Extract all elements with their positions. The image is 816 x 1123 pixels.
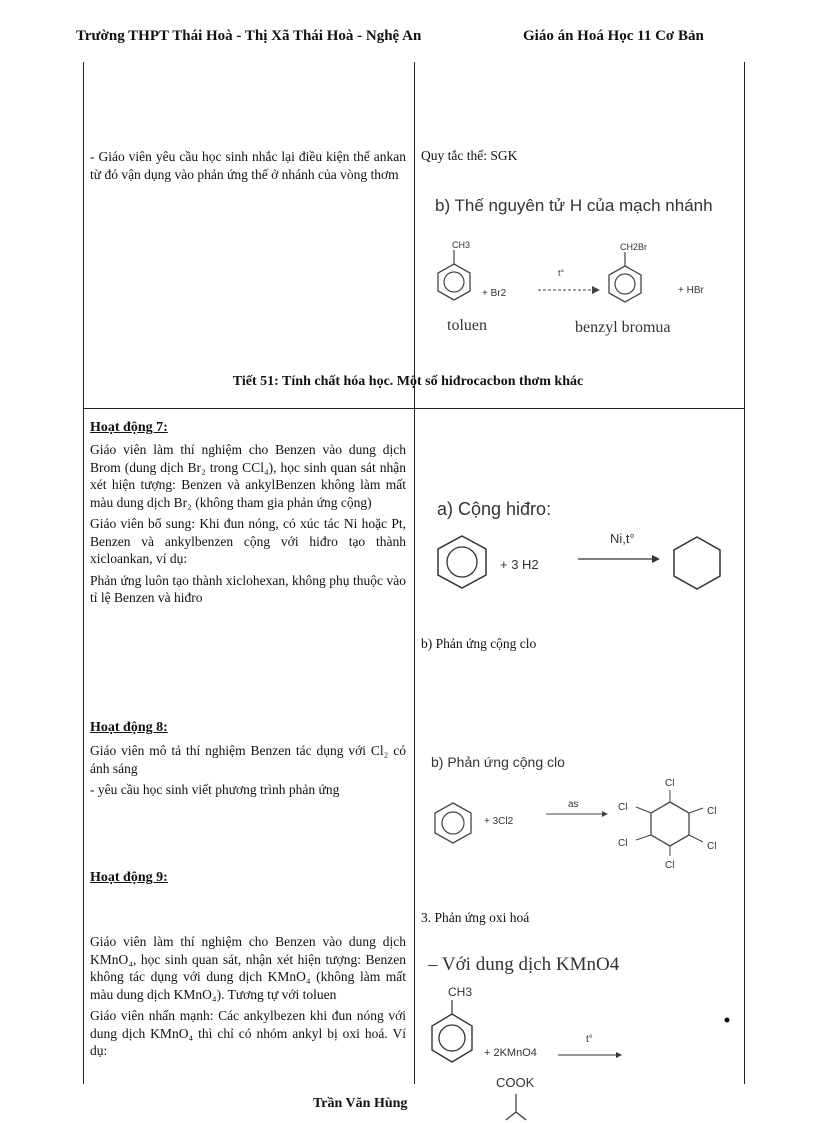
chlorination-diagram [420,774,740,874]
benzyl-bromua-label: benzyl bromua [575,319,671,336]
activity7-paragraph: Phản ứng luôn tạo thành xiclohexan, không phụ thuộc vào tỉ lệ Benzen và hiđro [90,572,406,605]
section1-left-text: - Giáo viên yêu cầu học sinh nhắc lại điều kiện thế ankan từ đó vận dụng vào phản ứng thế ở nhánh của vòng thơm [90,149,406,182]
reaction-arrow-head [652,555,660,563]
ni-condition: Ni,t° [610,531,635,546]
chlorination-note: b) Phản ứng cộng clo [421,636,537,651]
benzyl-bromide-ring [609,252,641,302]
heat-condition: t° [558,268,565,278]
table-row-separator [83,408,745,409]
header-subject: Giáo án Hoá Học 11 Cơ Bản [523,28,704,44]
br2-reagent: + Br2 [482,288,507,299]
reaction-arrow-head [616,1052,622,1058]
activity8-text [90,742,406,803]
cl2-reagent: + 3Cl2 [484,816,514,827]
table-border-right [744,62,745,1084]
ink-dot [725,1018,730,1023]
section1-rule: Quy tắc thế: SGK [421,148,518,163]
benzene-ring [438,536,486,588]
cl-substituent: Cl [618,802,628,813]
chlorination-title: b) Phản ứng cộng clo [431,754,565,770]
footer-author: Trần Văn Hùng [313,1096,408,1111]
toluene-benzene-ring [438,250,470,300]
cl-substituent: Cl [665,778,675,789]
cl-substituent: Cl [707,806,717,817]
activity8-paragraph: - yêu cầu học sinh viết phương trình phản ứng [90,782,340,797]
activity7-heading: Hoạt động 7: [90,420,168,435]
activity8-paragraph: Giáo viên mô tả thí nghiệm Benzen tác dụng với Cl₂ có ánh sáng [90,743,406,776]
benzene-ring [435,803,471,843]
hbr-byproduct: + HBr [678,285,704,296]
h2-reagent: + 3 H2 [500,557,539,572]
toluene-ch3: CH3 [452,240,471,250]
activity8-heading: Hoạt động 8: [90,720,168,735]
reaction-arrow-head [592,286,600,294]
kmno4-reagent: + 2KMnO4 [484,1047,537,1059]
kmno4-title: – Với dung dịch KMnO4 [428,954,620,975]
section1-reaction-title: b) Thế nguyên tử H của mạch nhánh [435,196,713,215]
activity7-text [90,441,406,611]
activity7-paragraph: Giáo viên làm thí nghiệm cho Benzen vào dung dịch Brom (dung dịch Br₂ trong CCl₄), học sinh quan sát nhận xét hiện tượng: Benzen và ankylBenzen không làm mất màu dung dịch Br₂ (không tham gia phản ứng cộng) [90,442,406,510]
lesson-title: Tiết 51: Tính chất hóa học. Một số hiđrocacbon thơm khác [232,374,584,389]
activity9-paragraph: Giáo viên làm thí nghiệm cho Benzen vào dung dịch KMnO₄, học sinh quan sát, nhận xét hiện tượng: Benzen không tác dụng với dung dịch KMnO₄ (không làm mất màu dung dịch KMnO₄). Tương tự với toluen [90,934,406,1002]
activity9-paragraph: Giáo viên nhấn mạnh: Các ankylbezen khi đun nóng với dung dịch KMnO₄ thì chỉ có nhóm ankyl bị oxi hoá. Ví dụ: [90,1008,406,1058]
toluene-oxidation-diagram [420,980,740,1120]
cl-substituent: Cl [618,838,628,849]
cl-substituent: Cl [707,841,717,852]
table-border-left [83,62,84,1084]
heat-condition: t° [586,1034,593,1045]
toluene-benzene-ring [432,1014,472,1062]
hydrogenation-diagram [420,524,740,604]
table-divider [414,62,415,1084]
hexachlorocyclohexane-ring [651,802,689,846]
oxidation-section-title: 3. Phản ứng oxi hoá [421,910,530,925]
activity7-paragraph: Giáo viên bổ sung: Khi đun nóng, có xúc tác Ni hoặc Pt, Benzen và ankylbenzen cộng với hiđro tạo thành xicloankan, ví dụ: [90,516,406,566]
light-condition: as [568,799,579,810]
activity9-text [90,933,406,1064]
reaction-arrow-head [602,811,608,817]
toluene-ch3: CH3 [448,985,473,999]
cl-substituent: Cl [665,860,675,871]
header-school: Trường THPT Thái Hoà - Thị Xã Thái Hoà - Nghệ An [76,28,422,44]
toluen-label: toluen [447,317,487,334]
hydrogenation-title: a) Cộng hiđro: [437,499,552,519]
cook-group: COOK [496,1075,535,1090]
cyclohexane-ring [674,537,720,589]
ch2br-group: CH2Br [620,242,648,252]
activity9-heading: Hoạt động 9: [90,870,168,885]
